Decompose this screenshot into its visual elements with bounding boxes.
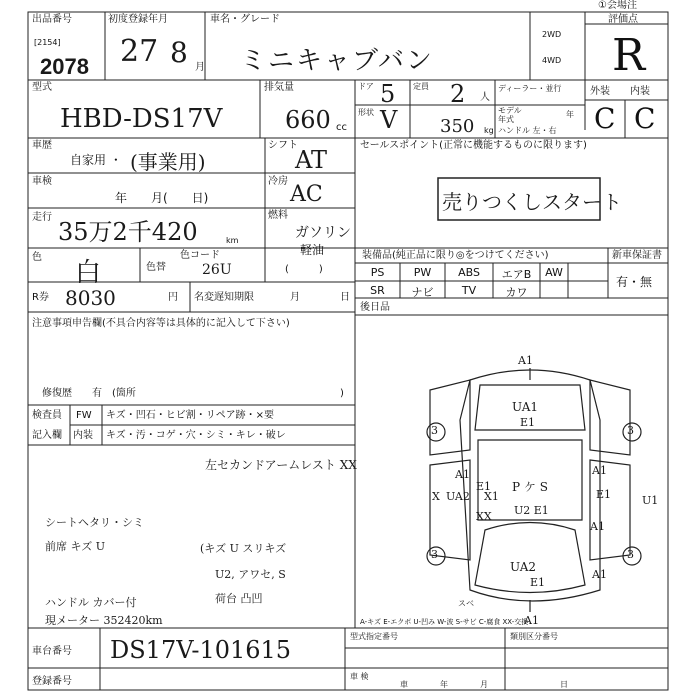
mark-rr-wheel: 3 — [627, 548, 634, 561]
color-label: 色 — [32, 252, 42, 263]
mileage-value: 35万2千420 — [58, 218, 198, 246]
interior-value: C — [634, 102, 656, 135]
fuel-value: ガソリン — [295, 225, 351, 241]
drive-4wd: 4WD — [542, 56, 562, 65]
inspector-note-5: 現メーター 352420km — [45, 614, 163, 627]
displacement-label: 排気量 — [264, 82, 294, 93]
name-change-day: 日 — [340, 292, 350, 303]
repair-label: 修復歴 有 (箇所 — [42, 388, 136, 399]
new-guarantee-label: 新車保証書 — [612, 250, 662, 261]
grade-label: 評価点 — [608, 14, 638, 25]
month-unit: 月 — [195, 62, 205, 73]
inspector-label-2: 記入欄 — [32, 430, 62, 441]
mark-rear-ua2: UA2 — [510, 560, 537, 574]
mark-left-x1: X1 — [484, 490, 499, 503]
usage-options: 自家用 ・ — [70, 153, 122, 167]
mark-left-e: E1 — [476, 480, 492, 493]
km-unit: km — [226, 236, 239, 245]
ac-value: AC — [290, 182, 323, 207]
cc-unit: cc — [336, 122, 347, 133]
footer-car: 車 — [400, 680, 408, 689]
shift-value: AT — [295, 146, 328, 174]
inspection-label: 車検 — [32, 176, 52, 187]
mark-left-xx: XX — [476, 510, 492, 523]
equip-navi: ナビ — [411, 286, 434, 299]
ac-label: 冷房 — [268, 176, 288, 187]
drive-2wd: 2WD — [542, 30, 562, 39]
equip-airbag: エアB — [501, 268, 532, 281]
mark-rl-wheel: 3 — [431, 548, 438, 561]
inspector-note-3: 前席 キズ U — [45, 540, 106, 553]
equipment-label: 装備品(純正品に限り◎をつけてください) — [362, 250, 549, 261]
mark-right-a1: A1 — [592, 464, 607, 477]
usage-label: 車歴 — [32, 140, 52, 151]
footer-month: 月 — [480, 680, 488, 689]
repair-close: ) — [340, 388, 344, 399]
mark-left-a: A1 — [455, 468, 470, 481]
mark-rear-a1: A1 — [592, 568, 607, 581]
mark-fl-wheel: 3 — [431, 424, 438, 437]
handle-label: ハンドル 左・右 — [498, 126, 557, 135]
displacement-value: 660 — [285, 106, 331, 134]
equip-pw: PW — [413, 266, 432, 279]
shape-label: 形状 — [358, 108, 374, 117]
inspector-tag-fw: FW — [76, 410, 92, 421]
car-name-label: 車名・グレード — [210, 14, 280, 25]
mark-roof-u2: U2 E1 — [514, 504, 549, 517]
model-value: HBD-DS17V — [60, 104, 223, 134]
grade-value: R — [612, 30, 646, 81]
equip-tv: TV — [461, 284, 477, 297]
lot-number: 2078 — [40, 54, 89, 79]
color-value: 白 — [75, 258, 102, 288]
equip-abs: ABS — [458, 266, 480, 279]
footer-day: 日 — [560, 680, 568, 689]
color-code-value: 26U — [202, 262, 232, 278]
capacity-value: 2 — [450, 80, 466, 108]
mark-rear-slip: スベ — [458, 599, 474, 608]
recycle-label: R券 — [32, 292, 49, 303]
sales-label: セールスポイント(正常に機能するものに限ります) — [360, 140, 587, 151]
model-label: 型式 — [32, 82, 52, 93]
inspector-bracket-1: (キズ U スリキズ — [200, 542, 287, 555]
kg-unit: kg — [484, 126, 494, 135]
mark-hood: UA1 — [512, 400, 539, 414]
doors-label: ドア — [358, 82, 374, 91]
mark-fr-wheel: 3 — [627, 424, 634, 437]
mark-left-ua2: UA2 — [446, 490, 470, 503]
footer-class: 類別区分番号 — [510, 632, 558, 641]
first-reg-label: 初度登録年月 — [108, 14, 168, 25]
fuel-label: 燃料 — [268, 210, 288, 221]
lot-label: 出品番号 — [32, 14, 72, 25]
load-value: 350 — [440, 116, 475, 137]
mark-rear-e1: E1 — [530, 576, 546, 589]
equip-aw: AW — [545, 266, 563, 279]
sales-stamp: 売りつくしスタート — [442, 190, 622, 214]
inspection-value: 年 月( 日) — [115, 191, 209, 205]
inspector-note-2: シートヘタリ・シミ — [45, 516, 144, 529]
footer-year: 年 — [440, 680, 448, 689]
mark-front: A1 — [518, 354, 533, 367]
name-change-label: 名変遅知期限 — [194, 292, 254, 303]
inspector-line-1: キズ・凹石・ヒビ割・リペア跡・×要 — [106, 410, 274, 421]
color-change-label: 色替 — [146, 262, 166, 273]
mark-right-e1: E1 — [596, 488, 612, 501]
inspector-note-4: ハンドル カバー付 — [45, 596, 137, 609]
mark-right-a1b: A1 — [590, 520, 605, 533]
exterior-value: C — [594, 102, 616, 135]
mark-left-x: X — [432, 490, 440, 503]
inspector-label-1: 検査員 — [32, 410, 62, 421]
car-name: ミニキャブバン — [240, 46, 434, 76]
fuel-other: 軽油 — [300, 243, 325, 257]
mileage-label: 走行 — [32, 212, 52, 223]
interior-label: 内装 — [630, 86, 650, 97]
footer-model-spec: 型式指定番号 — [350, 632, 398, 641]
equip-ps: PS — [370, 266, 385, 279]
mark-roof: P ケ S — [512, 480, 548, 494]
first-reg-month: 8 — [170, 36, 188, 69]
recycle-value: 8030 — [65, 286, 116, 310]
mark-right-u1: U1 — [642, 494, 659, 507]
notes-label: 注意事項申告欄(不具合内容等は具体的に記入して下さい) — [32, 318, 290, 329]
fuel-paren: ( ) — [285, 264, 323, 275]
inspector-bracket-3: 荷台 凸凹 — [215, 592, 263, 605]
person-unit: 人 — [480, 92, 490, 103]
mark-hood-e: E1 — [520, 416, 536, 429]
guarantee-value: 有・無 — [616, 275, 653, 289]
equip-sr: SR — [370, 284, 385, 297]
usage-value: (事業用) — [130, 150, 206, 174]
model-year-label: モデル年式 — [498, 106, 522, 124]
doors-value: 5 — [380, 80, 396, 108]
venue-label: ①会場注 — [598, 0, 637, 11]
shape-value: V — [380, 106, 398, 134]
color-code-label: 色コード — [180, 250, 220, 261]
capacity-label: 定員 — [413, 82, 429, 91]
inspector-bracket-2: U2, アワセ, S — [215, 568, 286, 581]
footer-inspection: 車 検 — [350, 672, 369, 681]
exterior-label: 外装 — [590, 86, 610, 97]
diagram-legend: A-キズ E-エクボ U-凹み W-波 S-サビ C-腐食 XX-交換 — [360, 618, 529, 626]
name-change-month: 月 — [290, 292, 300, 303]
shift-label: シフト — [268, 140, 298, 151]
equip-leather: カワ — [505, 286, 528, 299]
inspector-tag-interior: 内装 — [73, 430, 93, 441]
first-reg-year: 27 — [120, 34, 159, 69]
chassis-label: 車台番号 — [32, 646, 72, 657]
year-unit: 年 — [566, 110, 574, 119]
lot-code: [2154] — [34, 38, 61, 47]
yen-unit: 円 — [168, 292, 178, 303]
inspector-note-1: 左セカンドアームレスト XX — [205, 458, 357, 472]
rear-seat-label: 後日品 — [360, 302, 390, 313]
reg-label: 登録番号 — [32, 676, 72, 687]
chassis-value: DS17V-101615 — [110, 636, 292, 664]
mark-rear-bumper: A1 — [524, 614, 539, 627]
dealer-label: ディーラー・並行 — [498, 84, 562, 93]
inspector-line-2: キズ・汚・コゲ・穴・シミ・キレ・破レ — [106, 430, 286, 441]
